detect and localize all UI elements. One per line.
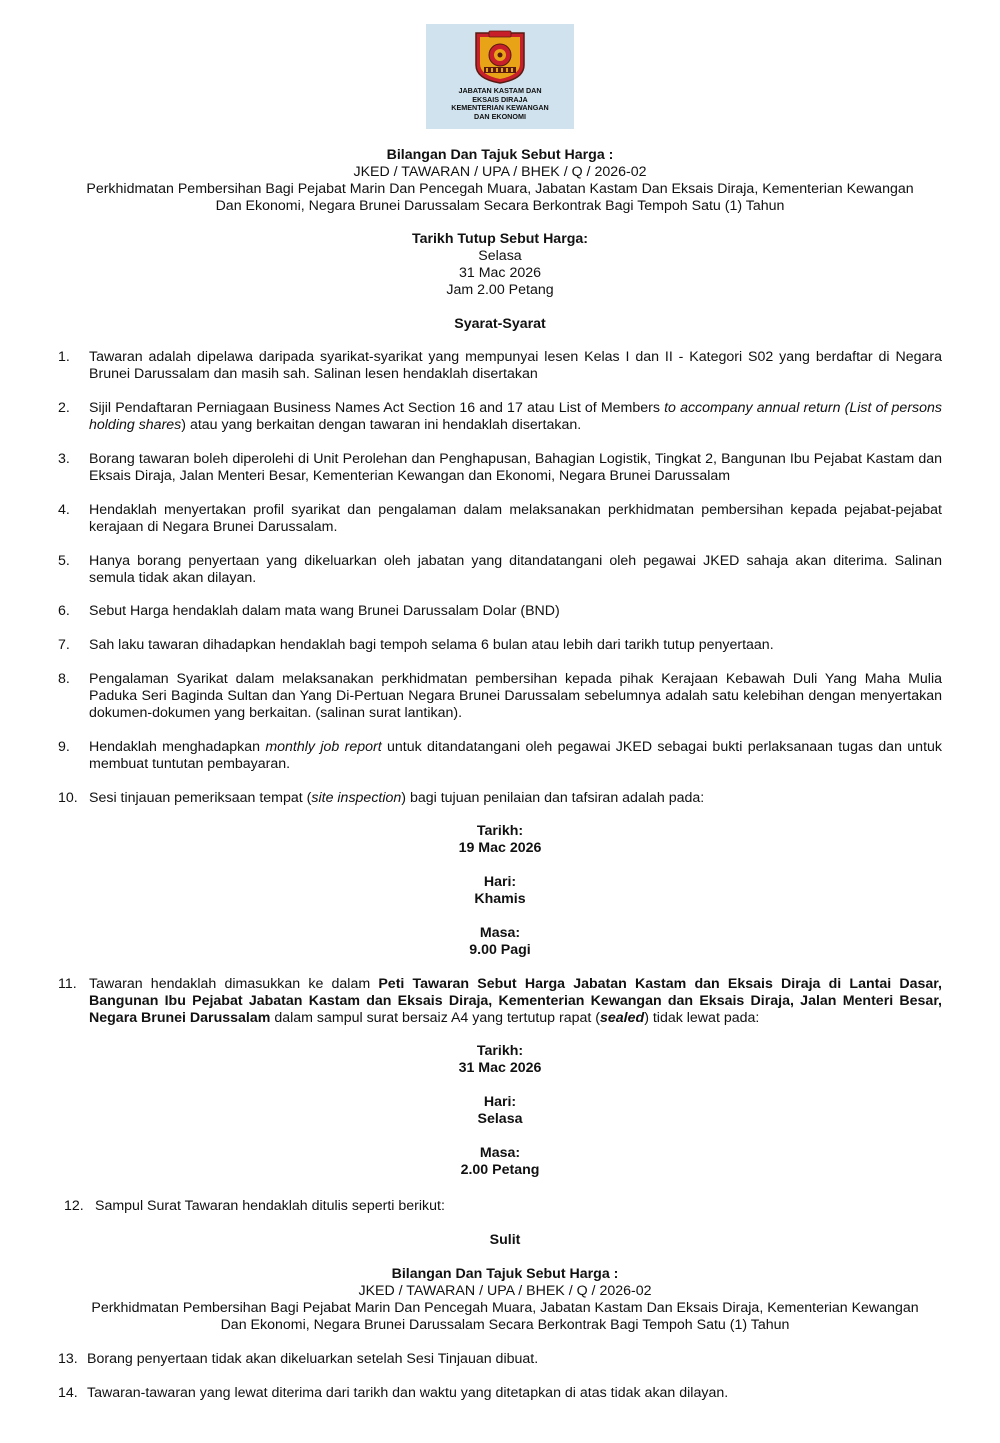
item-number: 11. bbox=[58, 976, 77, 992]
item-number: 4. bbox=[58, 502, 70, 518]
item-text-part: untuk ditandatangani oleh pegawai JKED sebagai bukti perlaksanaan tugas dan untuk membuat tuntutan pembayaran. bbox=[89, 739, 942, 772]
item-number: 6. bbox=[58, 603, 70, 619]
inspection-date-label: Tarikh: bbox=[476, 823, 524, 839]
logo-caption bbox=[426, 87, 574, 121]
item-text bbox=[89, 976, 942, 1027]
item-text-italic: monthly job report bbox=[265, 739, 382, 755]
closing-day: Selasa bbox=[478, 248, 522, 264]
deadline-time: 2.00 Petang bbox=[460, 1162, 540, 1178]
item-text: Borang tawaran boleh diperolehi di Unit Perolehan dan Penghapusan, Bahagian Logistik, Tingkat 2, Bangunan Ibu Pejabat Kastam dan Eksais Diraja, Jalan Menteri Besar, Kementerian Kewangan dan Ekonomi, Negara Brunei Darussalam bbox=[89, 451, 942, 484]
emblem-icon bbox=[470, 29, 530, 85]
envelope-ref-number: JKED / TAWARAN / UPA / BHEK / Q / 2026-02 bbox=[358, 1283, 652, 1299]
description-line-1: Perkhidmatan Pembersihan Bagi Pejabat Marin Dan Pencegah Muara, Jabatan Kastam Dan Eksais Diraja, Kementerian Kewangan bbox=[86, 181, 914, 197]
item-number: 3. bbox=[58, 451, 70, 467]
item-text: Pengalaman Syarikat dalam melaksanakan perkhidmatan pembersihan kepada pihak Kerajaan Kebawah Duli Yang Maha Mulia Paduka Seri Baginda Sultan dan Yang Di-Pertuan Negara Brunei Darussalam sebelumnya adalah satu kelebihan dengan menyertakan dokumen-dokumen yang berkaitan. (salinan surat lantikan). bbox=[89, 671, 942, 721]
item-text-part: Hendaklah menghadapkan bbox=[89, 739, 266, 755]
ref-title: Bilangan Dan Tajuk Sebut Harga : bbox=[386, 147, 614, 163]
item-text-part: Tawaran hendaklah dimasukkan ke dalam bbox=[89, 976, 379, 992]
department-logo bbox=[426, 24, 574, 129]
item-text bbox=[89, 739, 942, 773]
item-text bbox=[89, 400, 942, 434]
item-number: 7. bbox=[58, 637, 70, 653]
item-text: Sebut Harga hendaklah dalam mata wang Brunei Darussalam Dolar (BND) bbox=[89, 603, 560, 619]
logo-line: JABATAN KASTAM DAN bbox=[458, 86, 542, 95]
inspection-day: Khamis bbox=[474, 891, 526, 907]
item-text-part: Sesi tinjauan pemeriksaan tempat ( bbox=[89, 790, 312, 806]
description-line-2: Dan Ekonomi, Negara Brunei Darussalam Secara Berkontrak Bagi Tempoh Satu (1) Tahun bbox=[215, 198, 785, 214]
item-text-part: Sijil Pendaftaran Perniagaan Business Names Act Section 16 and 17 atau List of Members bbox=[89, 400, 665, 416]
item-text-part: ) tidak lewat pada: bbox=[644, 1010, 760, 1026]
item-number: 2. bbox=[58, 400, 70, 416]
item-text: Borang penyertaan tidak akan dikeluarkan setelah Sesi Tinjauan dibuat. bbox=[87, 1351, 539, 1367]
inspection-schedule bbox=[50, 823, 950, 959]
deadline-day-label: Hari: bbox=[483, 1094, 517, 1110]
deadline-date: 31 Mac 2026 bbox=[458, 1060, 542, 1076]
item-text-italic: to accompany annual return (List of persons holding shares bbox=[89, 400, 943, 433]
item-text-part: ) atau yang berkaitan dengan tawaran ini hendaklah disertakan. bbox=[181, 417, 582, 433]
deadline-schedule bbox=[50, 1043, 950, 1179]
envelope-header bbox=[55, 1266, 955, 1334]
item-number: 14. bbox=[58, 1385, 78, 1401]
item-text-italic: site inspection bbox=[311, 790, 402, 806]
item-text: Hendaklah menyertakan profil syarikat dan pengalaman dalam melaksanakan perkhidmatan pembersihan kepada pejabat-pejabat kerajaan di Negara Brunei Darussalam. bbox=[89, 502, 942, 535]
item-number: 5. bbox=[58, 553, 70, 569]
quotation-header bbox=[50, 147, 950, 215]
item-text-part: ) bagi tujuan penilaian dan tafsiran adalah pada: bbox=[401, 790, 705, 806]
item-text-part: dalam sampul surat bersaiz A4 yang tertutup rapat ( bbox=[270, 1010, 601, 1026]
item-number: 9. bbox=[58, 739, 70, 755]
inspection-time-label: Masa: bbox=[479, 925, 521, 941]
deadline-date-label: Tarikh: bbox=[476, 1043, 524, 1059]
item-text: Hanya borang penyertaan yang dikeluarkan oleh jabatan yang ditandatangani oleh pegawai JKED sahaja akan diterima. Salinan semula tidak akan dilayan. bbox=[89, 553, 942, 586]
closing-title: Tarikh Tutup Sebut Harga: bbox=[411, 231, 589, 247]
closing-time: Jam 2.00 Petang bbox=[446, 282, 554, 298]
item-number: 13. bbox=[58, 1351, 78, 1367]
envelope-ref-title: Bilangan Dan Tajuk Sebut Harga : bbox=[391, 1266, 619, 1282]
inspection-time: 9.00 Pagi bbox=[469, 942, 531, 958]
item-text bbox=[89, 790, 942, 807]
inspection-date: 19 Mac 2026 bbox=[458, 840, 542, 856]
conditions-title: Syarat-Syarat bbox=[454, 316, 546, 332]
item-text: Sah laku tawaran dihadapkan hendaklah bagi tempoh selama 6 bulan atau lebih dari tarikh tutup penyertaan. bbox=[89, 637, 774, 653]
envelope-description-line-1: Perkhidmatan Pembersihan Bagi Pejabat Marin Dan Pencegah Muara, Jabatan Kastam Dan Eksais Diraja, Kementerian Kewangan bbox=[91, 1300, 919, 1316]
logo-line: EKSAIS DIRAJA bbox=[472, 94, 528, 104]
item-text-bold: Peti Tawaran Sebut Harga Jabatan Kastam dan Eksais Diraja di Lantai Dasar, Bangunan Ibu Pejabat Jabatan Kastam dan Eksais Diraja, Kementerian Kewangan dan Eksais Diraja, Jalan Menteri Besar, Negara Brunei Darussalam bbox=[89, 976, 942, 1026]
closing-info bbox=[50, 231, 950, 299]
deadline-day: Selasa bbox=[477, 1111, 523, 1127]
deadline-time-label: Masa: bbox=[479, 1145, 521, 1161]
envelope-description-line-2: Dan Ekonomi, Negara Brunei Darussalam Secara Berkontrak Bagi Tempoh Satu (1) Tahun bbox=[220, 1317, 790, 1333]
closing-date: 31 Mac 2026 bbox=[458, 265, 542, 281]
envelope-classification: Sulit bbox=[489, 1232, 521, 1248]
item-text: Sampul Surat Tawaran hendaklah ditulis seperti berikut: bbox=[95, 1198, 445, 1214]
item-text: Tawaran adalah dipelawa daripada syarikat-syarikat yang mempunyai lesen Kelas I dan II - Kategori S02 yang berdaftar di Negara Brunei Darussalam dan masih sah. Salinan lesen hendaklah disertakan bbox=[89, 349, 942, 382]
item-text-bold-italic: sealed bbox=[600, 1010, 645, 1026]
item-text: Tawaran-tawaran yang lewat diterima dari tarikh dan waktu yang ditetapkan di atas tidak akan dilayan. bbox=[87, 1385, 729, 1401]
logo-line: KEMENTERIAN KEWANGAN bbox=[451, 103, 549, 113]
item-number: 8. bbox=[58, 671, 70, 687]
item-number: 12. bbox=[64, 1198, 84, 1214]
logo-line: DAN EKONOMI bbox=[474, 111, 526, 121]
ref-number: JKED / TAWARAN / UPA / BHEK / Q / 2026-02 bbox=[353, 164, 647, 180]
item-number: 1. bbox=[58, 349, 70, 365]
item-number: 10. bbox=[58, 790, 78, 806]
inspection-day-label: Hari: bbox=[483, 874, 517, 890]
